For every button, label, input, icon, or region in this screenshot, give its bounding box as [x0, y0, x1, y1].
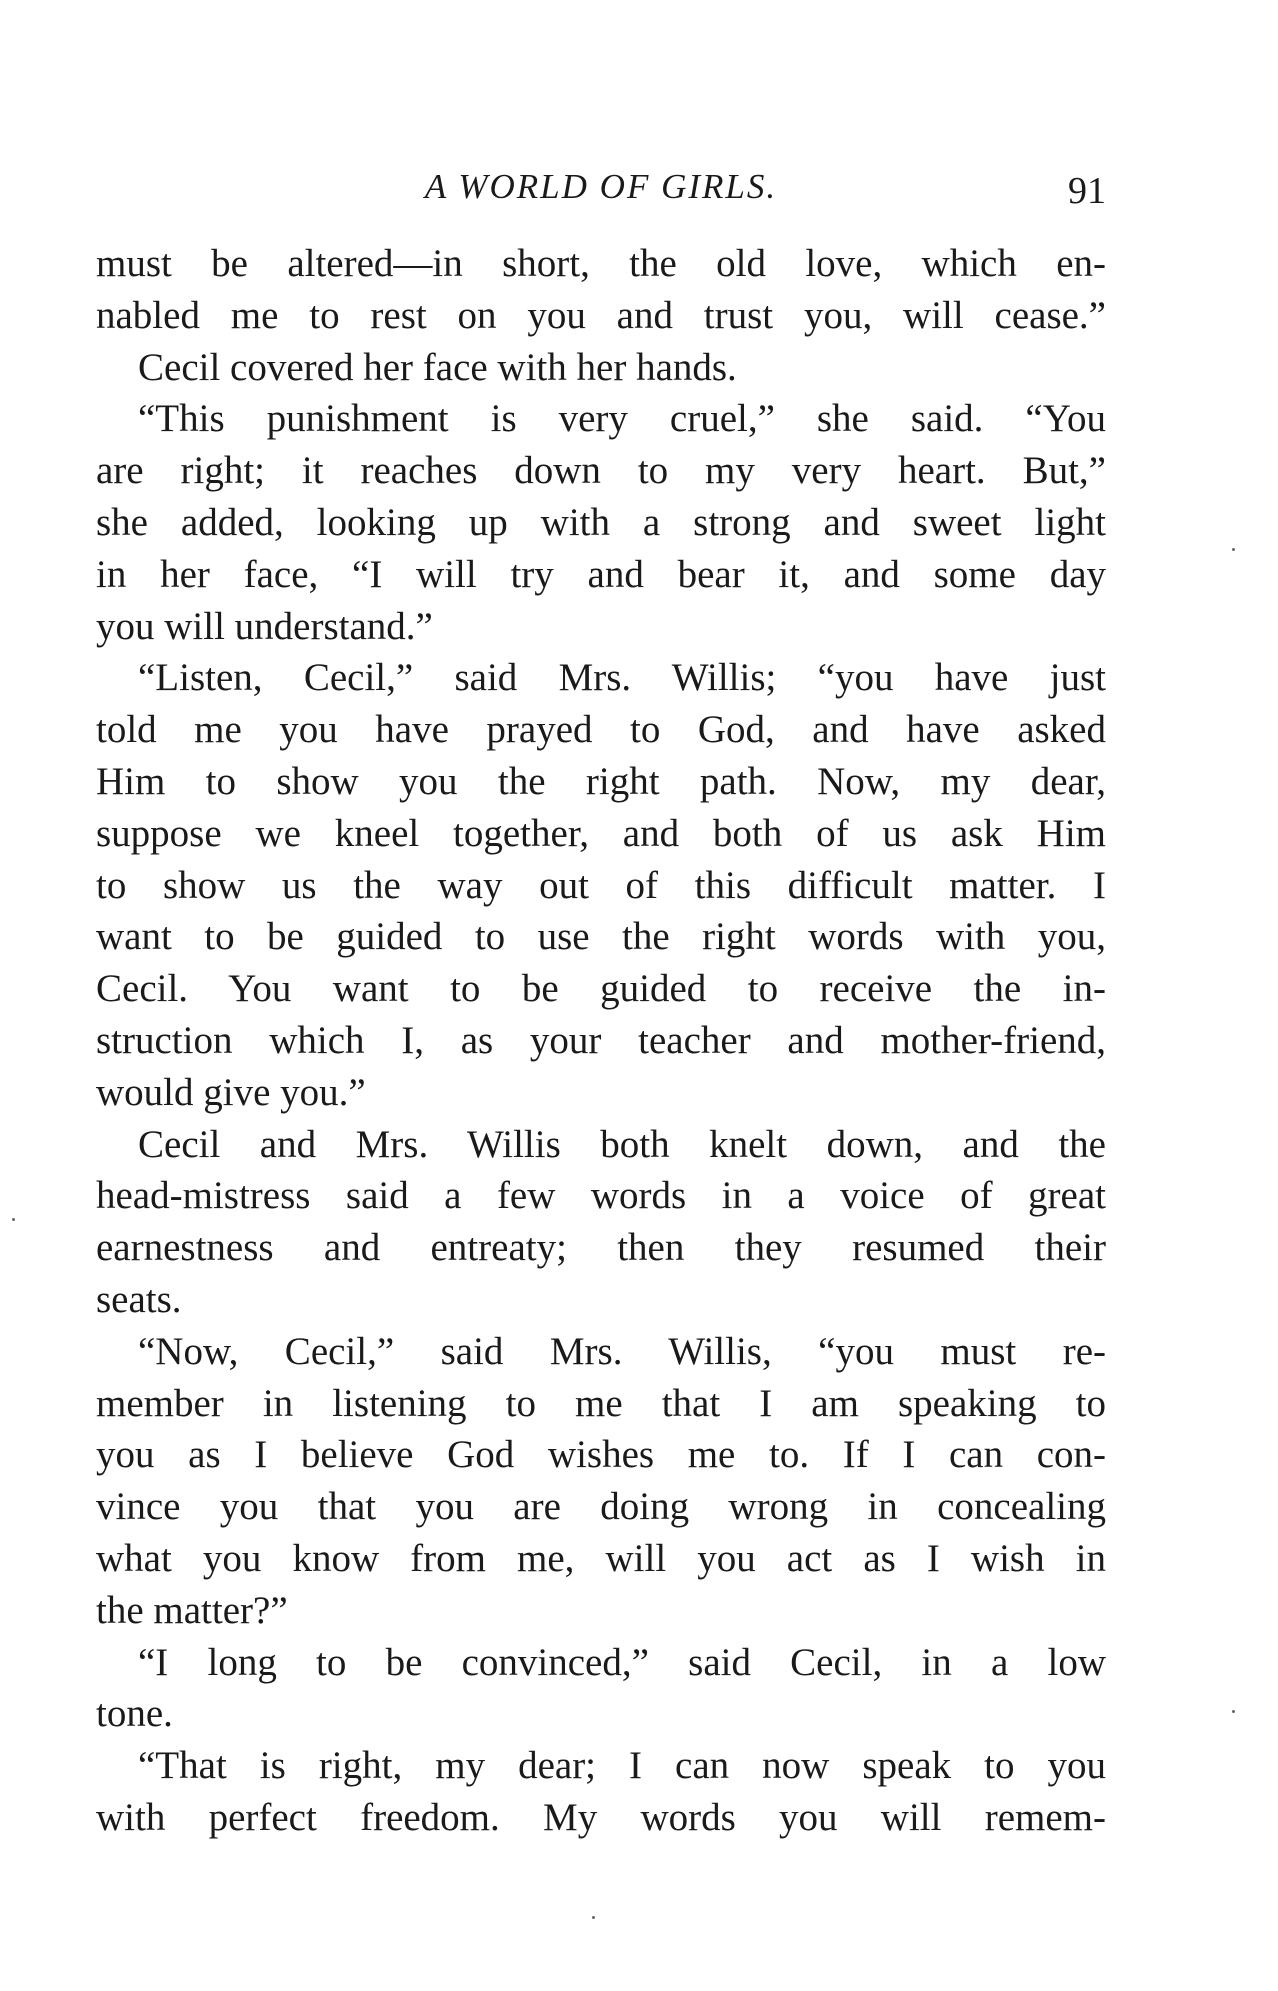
text-line: tone.: [96, 1692, 173, 1736]
text-line: struction which I, as your teacher and mother-friend,: [96, 1018, 1106, 1062]
text-line: the matter?”: [96, 1588, 288, 1632]
text-line: “Now, Cecil,” said Mrs. Willis, “you must re-: [138, 1329, 1106, 1373]
text-line: to show us the way out of this difficult matter. I: [96, 863, 1106, 907]
text-line: “That is right, my dear; I can now speak to you: [138, 1744, 1106, 1788]
text-line: Him to show you the right path. Now, my dear,: [96, 759, 1106, 803]
paper-speck: [12, 1218, 15, 1221]
text-line: you will understand.”: [96, 604, 433, 648]
page-number: 91: [1068, 170, 1106, 212]
text-line: “This punishment is very cruel,” she said. “You: [138, 397, 1106, 441]
paper-speck: [592, 1916, 595, 1919]
text-line: she added, looking up with a strong and sweet light: [96, 500, 1106, 544]
text-line: Cecil covered her face with her hands.: [138, 345, 737, 389]
running-title: A WORLD OF GIRLS.: [424, 167, 778, 206]
text-line: head-mistress said a few words in a voice of great: [96, 1174, 1106, 1218]
text-line: “I long to be convinced,” said Cecil, in a low: [138, 1640, 1106, 1684]
text-line: would give you.”: [96, 1070, 366, 1114]
text-line: Cecil and Mrs. Willis both knelt down, and the: [138, 1122, 1106, 1166]
paper-speck: [1232, 548, 1235, 551]
text-line: are right; it reaches down to my very heart. But,”: [96, 449, 1106, 493]
text-line: with perfect freedom. My words you will remem-: [96, 1795, 1106, 1839]
text-line: told me you have prayed to God, and have asked: [96, 708, 1106, 752]
text-line: vince you that you are doing wrong in concealing: [96, 1485, 1106, 1529]
text-line: “Listen, Cecil,” said Mrs. Willis; “you have just: [138, 656, 1106, 700]
text-line: seats.: [96, 1277, 182, 1321]
text-line: what you know from me, will you act as I wish in: [96, 1536, 1106, 1580]
text-line: suppose we kneel together, and both of us ask Him: [96, 811, 1106, 855]
text-line: member in listening to me that I am speaking to: [96, 1381, 1106, 1425]
text-line: in her face, “I will try and bear it, and some day: [96, 552, 1106, 596]
running-head: [96, 162, 1106, 212]
text-line: want to be guided to use the right words with you,: [96, 915, 1106, 959]
body-text: [96, 238, 1106, 1844]
text-line: earnestness and entreaty; then they resumed their: [96, 1226, 1106, 1270]
text-line: Cecil. You want to be guided to receive the in-: [96, 967, 1106, 1011]
text-line: nabled me to rest on you and trust you, will cease.”: [96, 293, 1106, 337]
text-line: must be altered—in short, the old love, which en-: [96, 242, 1106, 285]
text-line: you as I believe God wishes me to. If I can con-: [96, 1433, 1106, 1477]
paper-speck: [1232, 1710, 1235, 1713]
